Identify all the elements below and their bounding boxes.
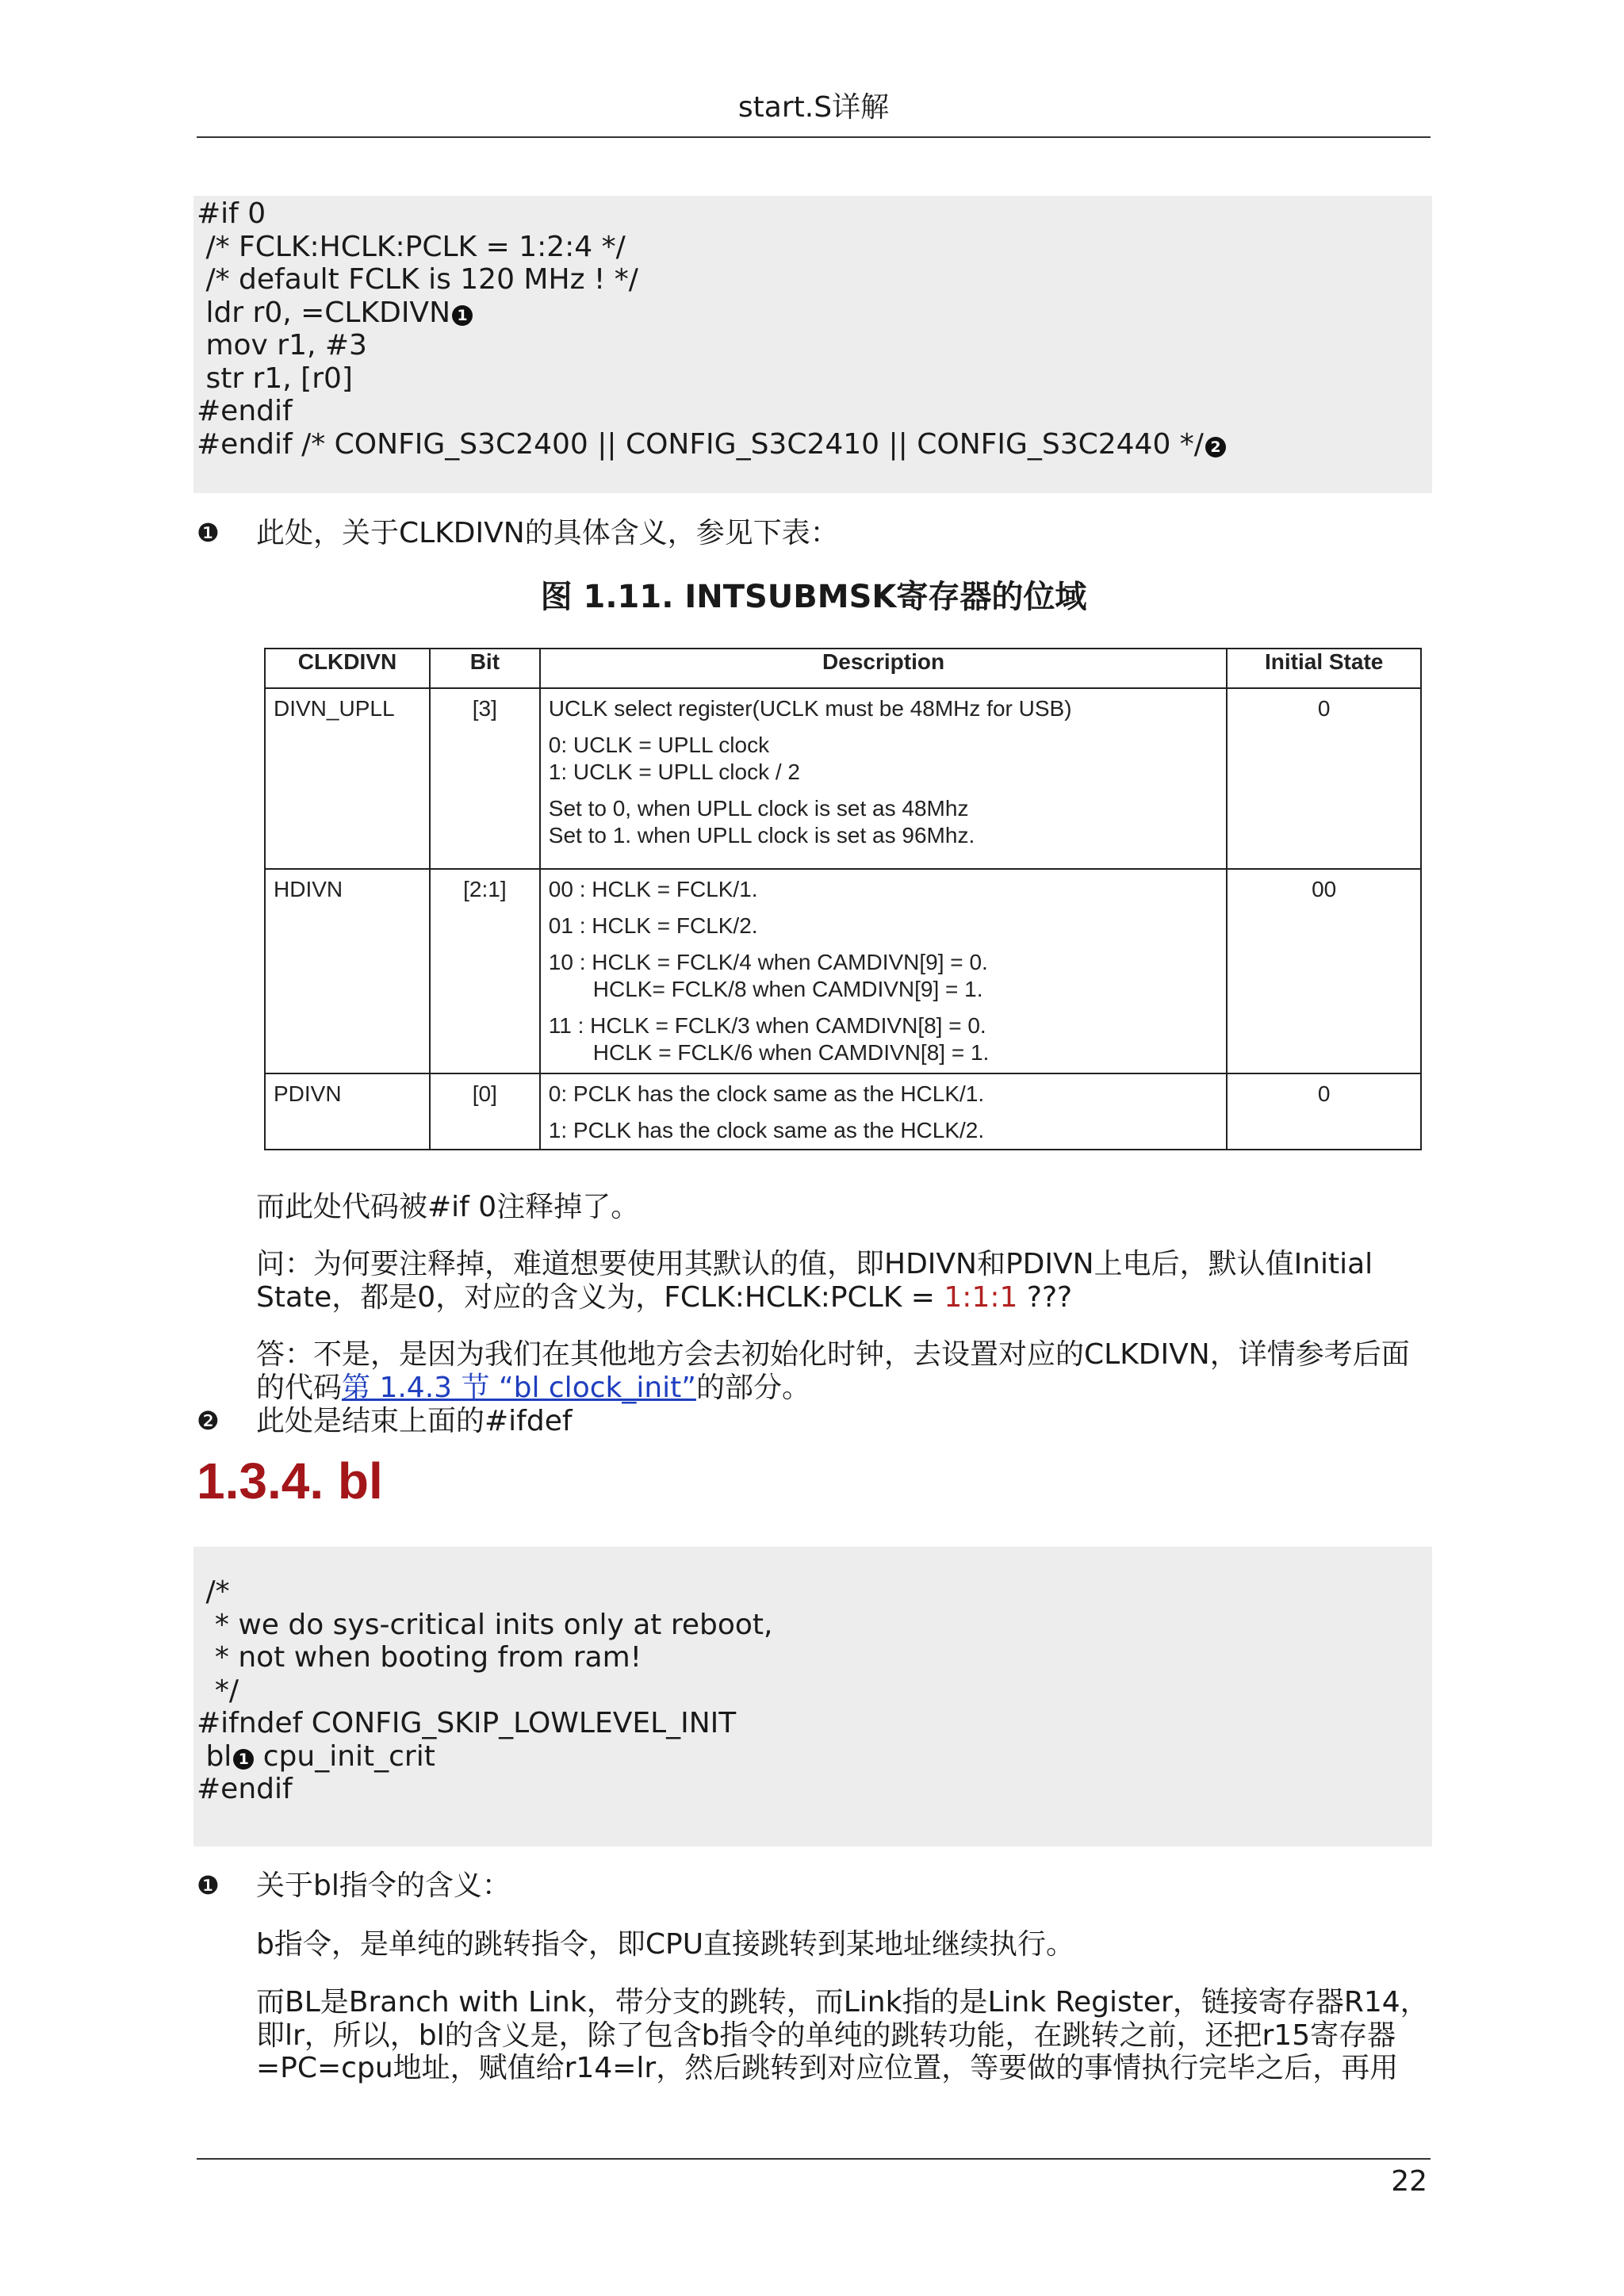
callout-bullet-1: ❶ [197, 518, 220, 548]
desc-line: HCLK = FCLK/6 when CAMDIVN[8] = 1. [592, 1040, 990, 1065]
code-line: * not when booting from ram! [197, 1641, 642, 1674]
field-bit: [3] [430, 688, 540, 869]
field-name: HDIVN [265, 869, 430, 1073]
field-name: DIVN_UPLL [265, 688, 430, 869]
table-header-row [265, 649, 1421, 688]
figure-title: 图 1.11. INTSUBMSK寄存器的位域 [540, 579, 1087, 615]
field-description [540, 1073, 1228, 1150]
header-rule [197, 136, 1431, 138]
code-block-2 [193, 1547, 1432, 1846]
note-text: 关于bl指令的含义： [256, 1869, 511, 1902]
page-number: 22 [1391, 2165, 1427, 2198]
code-line: ldr r0, =CLKDIVN 1 [197, 297, 1432, 330]
note-text: 此处，关于CLKDIVN的具体含义，参见下表： [256, 517, 839, 549]
desc-line: 1: PCLK has the clock same as the HCLK/2. [548, 1118, 985, 1142]
running-header: start.S详解 [737, 91, 890, 124]
column-header: CLKDIVN [265, 649, 430, 688]
register-table [264, 648, 1422, 1150]
column-header: Initial State [1227, 649, 1421, 688]
desc-line: 01 : HCLK = FCLK/2. [548, 913, 758, 938]
desc-line: 0: UCLK = UPLL clock [548, 733, 770, 757]
code-line: /* default FCLK is 120 MHz ! */ [197, 263, 638, 296]
table-row [265, 869, 1421, 1073]
desc-line: 0: PCLK has the clock same as the HCLK/1. [548, 1081, 985, 1106]
callout-bullet-1: ❶ [197, 1870, 220, 1900]
desc-line: 1: UCLK = UPLL clock / 2 [548, 760, 800, 784]
code-line: bl 1 cpu_init_crit [197, 1739, 435, 1773]
callout-marker-1: 1 [452, 305, 473, 326]
paragraph: 而此处代码被#if 0注释掉了。 [256, 1191, 640, 1223]
note-text: 此处是结束上面的#ifdef [256, 1405, 573, 1437]
callout-marker-2: 2 [1205, 437, 1226, 457]
code-line: */ [197, 1674, 239, 1707]
column-header: Bit [430, 649, 540, 688]
field-description [540, 869, 1228, 1073]
field-bit: [2:1] [430, 869, 540, 1073]
paragraph: 问：为何要注释掉，难道想要使用其默认的值，即HDIVN和PDIVN上电后，默认值Initial State，都是0，对应的含义为，FCLK:HCLK:PCLK = 1:1:1 ??? [256, 1248, 1373, 1314]
desc-line: UCLK select register(UCLK must be 48MHz for USB) [548, 696, 1072, 721]
field-bit: [0] [430, 1073, 540, 1150]
cross-reference-link[interactable]: 第 1.4.3 节 “bl clock_init” [342, 1371, 696, 1404]
table-row [265, 688, 1421, 869]
callout-bullet-2: ❷ [197, 1406, 220, 1436]
field-initial-state: 0 [1227, 688, 1421, 869]
desc-line: Set to 0, when UPLL clock is set as 48Mhz [548, 796, 969, 821]
code-line: mov r1, #3 [197, 329, 367, 362]
code-line: #endif [197, 395, 293, 427]
paragraph: b指令，是单纯的跳转指令，即CPU直接跳转到某地址继续执行。 [256, 1928, 1075, 1961]
code-line: #ifndef CONFIG_SKIP_LOWLEVEL_INIT [197, 1707, 737, 1739]
section-heading: 1.3.4. bl [197, 1452, 383, 1510]
code-line: str r1, [r0] [197, 362, 353, 395]
desc-line: 11 : HCLK = FCLK/3 when CAMDIVN[8] = 0. [548, 1013, 986, 1038]
ratio-highlight: 1:1:1 [944, 1280, 1018, 1314]
field-initial-state: 00 [1227, 869, 1421, 1073]
code-block-1 [193, 196, 1432, 493]
desc-line: Set to 1. when UPLL clock is set as 96Mhz. [548, 823, 975, 848]
paragraph: 答：不是，是因为我们在其他地方会去初始化时钟，去设置对应的CLKDIVN，详情参考后面的代码第 1.4.3 节 “bl clock_init”的部分。 [256, 1338, 1410, 1404]
paragraph: 而BL是Branch with Link，带分支的跳转，而Link指的是Link Register，链接寄存器R14，即lr，所以，bl的含义是，除了包含b指令的单纯的跳转功能，在跳转之前，还把r15寄存器=PC=cpu地址，赋值给r14=lr，然后跳转到对应位置，等要做的事情执行完毕之后，再用 [256, 1986, 1429, 2084]
field-description [540, 688, 1228, 869]
desc-line: 10 : HCLK = FCLK/4 when CAMDIVN[9] = 0. [548, 950, 988, 974]
desc-line: 00 : HCLK = FCLK/1. [548, 877, 758, 901]
field-initial-state: 0 [1227, 1073, 1421, 1150]
callout-marker-1: 1 [233, 1749, 254, 1770]
code-line: /* FCLK:HCLK:PCLK = 1:2:4 */ [197, 230, 626, 263]
field-name: PDIVN [265, 1073, 430, 1150]
desc-line: HCLK= FCLK/8 when CAMDIVN[9] = 1. [592, 977, 983, 1001]
code-line: /* [197, 1575, 230, 1608]
column-header: Description [540, 649, 1228, 688]
code-line: * we do sys-critical inits only at reboot, [197, 1608, 773, 1641]
footer-rule [197, 2158, 1431, 2160]
table-row [265, 1073, 1421, 1150]
code-line: #if 0 [197, 197, 266, 230]
code-line: #endif /* CONFIG_S3C2400 || CONFIG_S3C2410 || CONFIG_S3C2440 */ 2 [197, 428, 1432, 461]
code-line: #endif [197, 1773, 293, 1805]
